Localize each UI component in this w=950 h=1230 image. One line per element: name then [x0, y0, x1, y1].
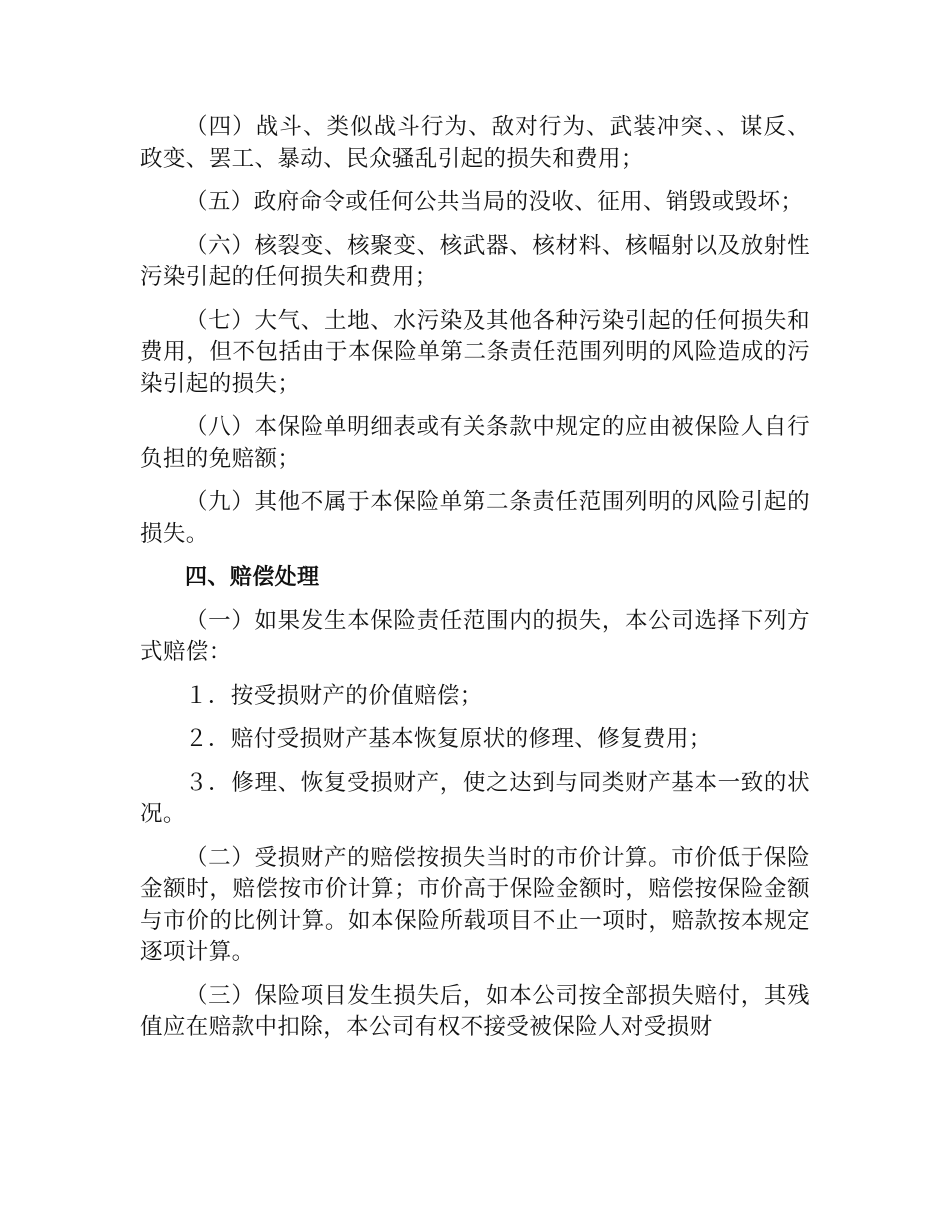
compensation-method-1: １．按受损财产的价值赔偿； [185, 682, 483, 709]
clause-7: （七）大气、土地、水污染及其他各种污染引起的任何损失和费用，但不包括由于本保险单第二条责任范围列明的风险造成的污染引起的损失； [140, 307, 810, 397]
compensation-clause-2: （二）受损财产的赔偿按损失当时的市价计算。市价低于保险金额时，赔偿按市价计算；市价高于保险金额时，赔偿按保险金额与市价的比例计算。如本保险所载项目不止一项时，赔款按本规定逐项计算。 [140, 844, 810, 965]
compensation-clause-3: （三）保险项目发生损失后，如本公司按全部损失赔付，其残值应在赔款中扣除，本公司有权不接受被保险人对受损财 [140, 982, 810, 1040]
compensation-clause-1: （一）如果发生本保险责任范围内的损失，本公司选择下列方式赔偿： [140, 607, 810, 665]
compensation-method-3: ３．修理、恢复受损财产，使之达到与同类财产基本一致的状况。 [140, 769, 810, 827]
clause-8: （八）本保险单明细表或有关条款中规定的应由被保险人自行负担的免赔额； [140, 414, 810, 472]
clause-9: （九）其他不属于本保险单第二条责任范围列明的风险引起的损失。 [140, 489, 810, 547]
section-heading: 四、赔偿处理 [185, 565, 320, 590]
clause-4: （四）战斗、类似战斗行为、敌对行为、武装冲突、、谋反、政变、罢工、暴动、民众骚乱引起的损失和费用； [140, 114, 810, 172]
clause-5: （五）政府命令或任何公共当局的没收、征用、销毁或毁坏； [185, 189, 804, 215]
document-body [140, 112, 810, 1056]
compensation-method-2: ２．赔付受损财产基本恢复原状的修理、修复费用； [185, 726, 712, 752]
clause-6: （六）核裂变、核聚变、核武器、核材料、核幅射以及放射性污染引起的任何损失和费用； [140, 232, 810, 290]
